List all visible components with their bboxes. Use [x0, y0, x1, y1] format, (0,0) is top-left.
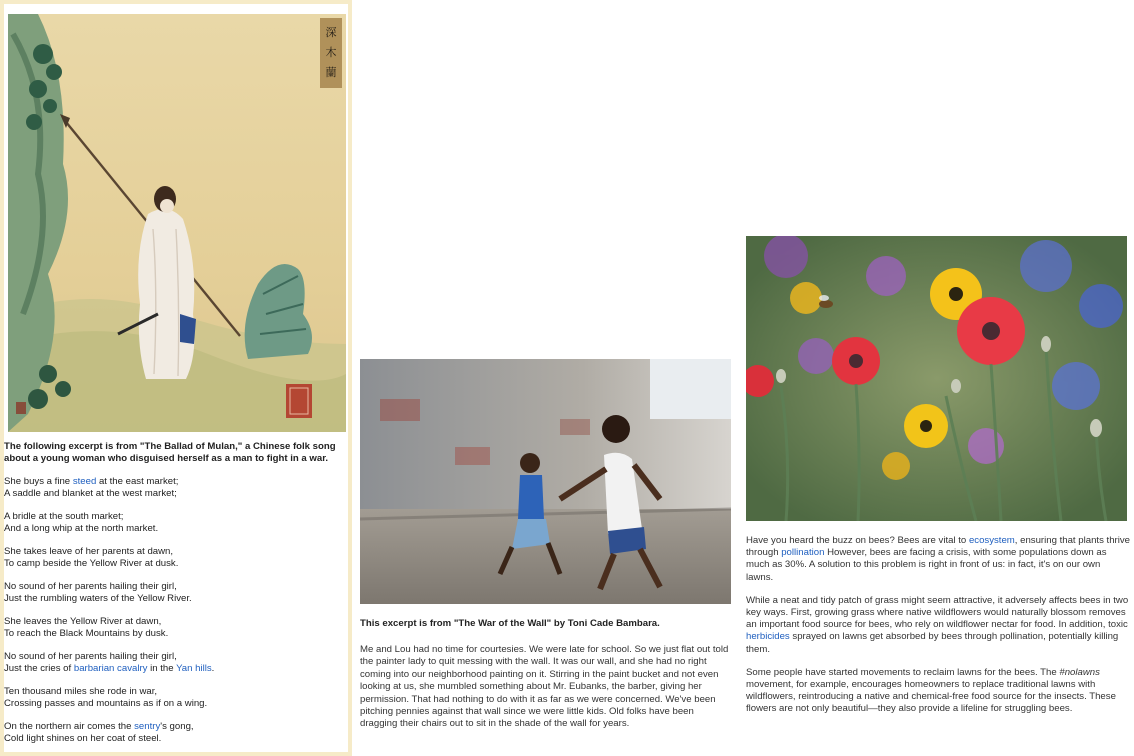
- glossary-link-barbarian-cavalry[interactable]: barbarian cavalry: [73, 663, 148, 674]
- bees-paragraph-2: While a neat and tidy patch of grass might seem attractive, it adversely affects bees in two key ways. First, growing grass where native wildflowers would naturally blossom removes an important food source for bees, who rely on wildflower nectar for food. In addition, toxic herbicides sprayed on lawns get absorbed by bees through pollination, potentially killing them.: [746, 594, 1129, 655]
- stanza-4: [4, 581, 348, 605]
- stanza-line: She leaves the Yellow River at dawn,: [4, 616, 162, 627]
- stanza-6: [4, 651, 348, 675]
- bees-paragraph-1: Have you heard the buzz on bees? Bees are vital to ecosystem, ensuring that plants thrive through pollination However, bees are facing a crisis, with some populations down as much as 30%. A solution to this problem is right in front of us: in fact, it's on our own lawns.: [746, 535, 1130, 583]
- stanza-5: [4, 616, 348, 640]
- stanza-line: To reach the Black Mountains by dusk.: [4, 628, 169, 639]
- war-of-the-wall-heading: This excerpt is from "The War of the Wall" by Toni Cade Bambara.: [360, 618, 660, 629]
- bees-article: [746, 535, 1130, 727]
- stanza-2: [4, 511, 348, 535]
- stanza-3: [4, 546, 348, 570]
- painting-seal-char-2: 木: [325, 46, 337, 59]
- mulan-intro: The following excerpt is from "The Ballad of Mulan," a Chinese folk song about a young woman who disguised herself as a man to fight in a war.: [4, 441, 336, 464]
- war-of-the-wall-excerpt: Me and Lou had no time for courtesies. We were late for school. So we just flat out told the painter lady to quit messing with the wall. It was our wall, and she had no right coming into our neighborhood painting on it. Stirring in the paint bucket and not even looking at us, she mumbled something about Mr. Eubanks, the barber, giving her permission. That had nothing to do with it as far as we were concerned. We've been pitching pennies against that wall since we were little kids. Old folks have been dragging their chairs out to sit in the shade of the wall for years.: [360, 644, 729, 730]
- nolawns-hashtag: #nolawns: [1059, 666, 1100, 678]
- glossary-link-sentry[interactable]: sentry: [134, 721, 161, 732]
- stanza-7: [4, 686, 348, 710]
- stanza-line: And a long whip at the north market.: [4, 523, 159, 534]
- glossary-link-yan-hills[interactable]: Yan hills: [176, 663, 212, 674]
- bees-paragraph-3: Some people have started movements to reclaim lawns for the bees. The #nolawns movement, for example, encourages homeowners to replace traditional lawns with wildflowers, reintroducing a native and chemical-free food source for the insects. These flowers are not only beautiful—they also provide a lifeline for struggling bees.: [746, 666, 1116, 715]
- glossary-link-herbicides[interactable]: herbicides: [746, 631, 790, 643]
- stanza-line: No sound of her parents hailing their girl,: [4, 651, 177, 662]
- wildflowers-illustration: [746, 236, 1127, 521]
- wildflowers-photo: [746, 236, 1127, 521]
- glossary-link-ecosystem[interactable]: ecosystem: [968, 535, 1015, 546]
- stanza-line: Cold light shines on her coat of steel.: [4, 733, 162, 744]
- mulan-painting-illustration: [8, 14, 346, 432]
- stanza-line: She takes leave of her parents at dawn,: [4, 546, 174, 557]
- stanza-line: To camp beside the Yellow River at dusk.: [4, 558, 179, 569]
- stanza-line: Just the rumbling waters of the Yellow River.: [4, 593, 192, 604]
- stanza-line: Crossing passes and mountains as if on a wing.: [4, 698, 208, 709]
- painting-seal-char-1: 深: [325, 26, 337, 39]
- stanza-line: She buys a fine steed at the east market;: [4, 476, 179, 487]
- stanza-line: A bridle at the south market;: [4, 511, 124, 522]
- painting-seal-char-3: 蘭: [325, 66, 337, 79]
- stanza-8: [4, 721, 348, 745]
- glossary-link-steed[interactable]: steed: [72, 476, 97, 487]
- running-children-illustration: [360, 359, 731, 604]
- mulan-painting-image: [8, 14, 346, 432]
- stanza-line: A saddle and blanket at the west market;: [4, 488, 177, 499]
- stanza-line: On the northern air comes the sentry's gong,: [4, 721, 194, 732]
- stanza-1: [4, 476, 348, 500]
- stanza-line: Ten thousand miles she rode in war,: [4, 686, 158, 697]
- stanza-line: Just the cries of barbarian cavalry in the Yan hills.: [4, 663, 215, 674]
- stanza-line: No sound of her parents hailing their girl,: [4, 581, 177, 592]
- running-children-photo: [360, 359, 731, 604]
- mulan-panel: [0, 0, 352, 756]
- mulan-excerpt: [4, 441, 348, 756]
- glossary-link-pollination[interactable]: pollination: [781, 547, 825, 559]
